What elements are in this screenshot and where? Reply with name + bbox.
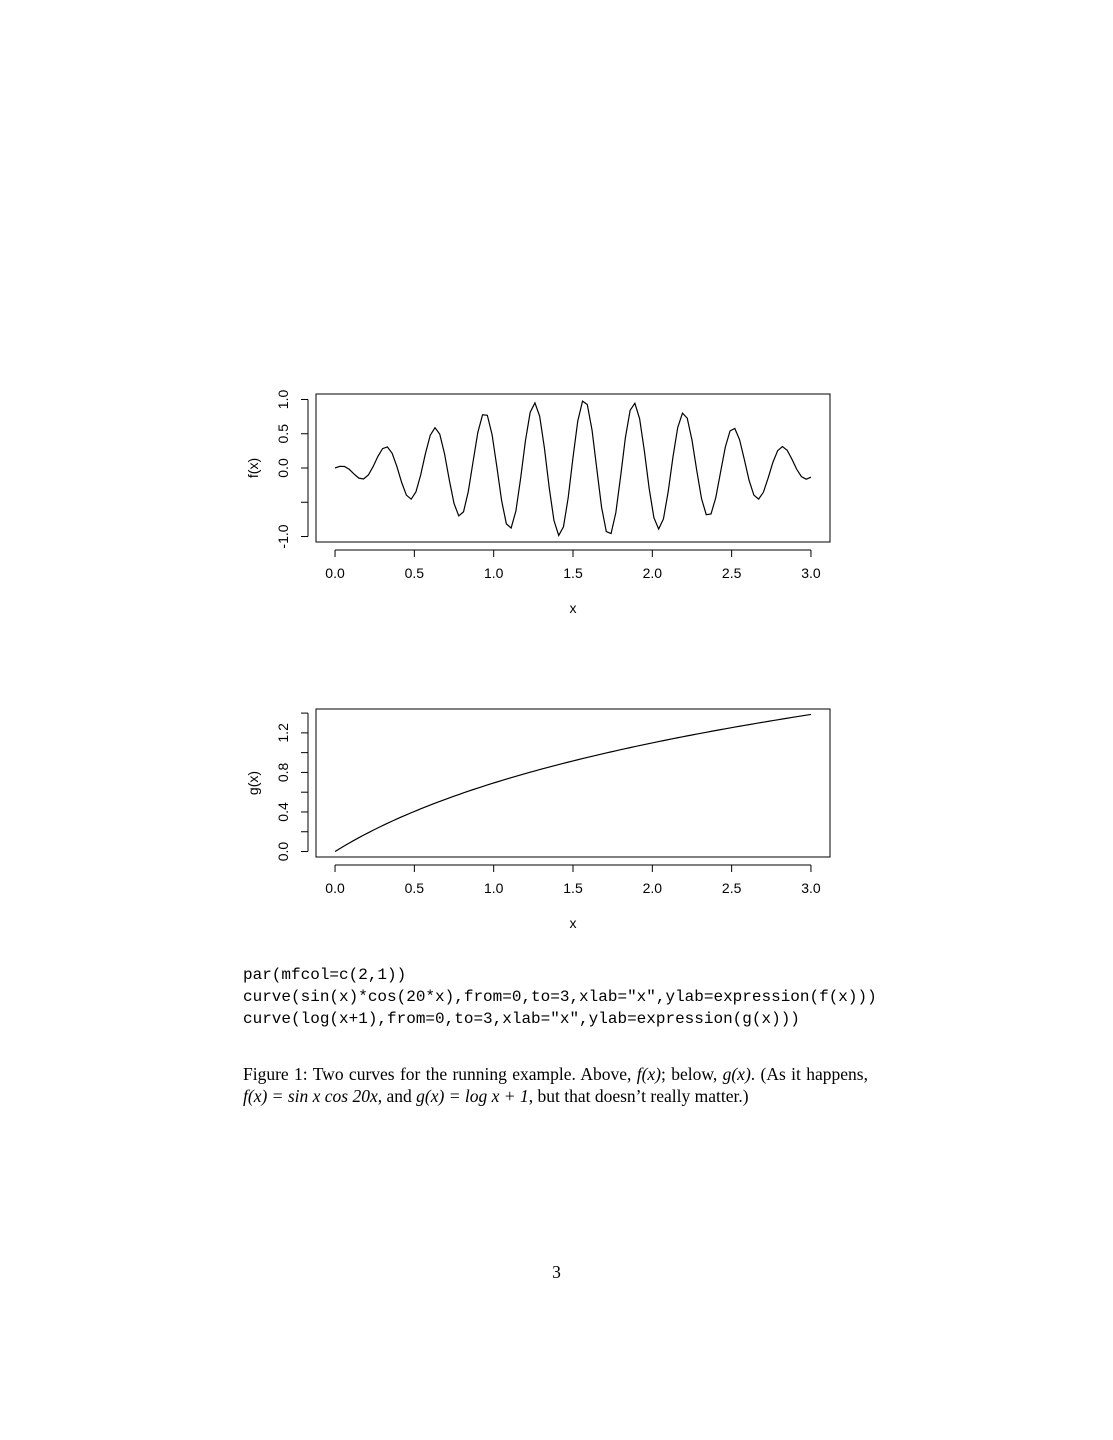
x-tick-label: 2.5 bbox=[721, 565, 742, 581]
y-tick-label: 0.8 bbox=[275, 762, 291, 783]
x-tick-label: 2.0 bbox=[642, 880, 663, 896]
x-tick-label: 0.5 bbox=[404, 880, 425, 896]
chart-g-svg bbox=[240, 695, 850, 935]
caption-text: ; below, bbox=[661, 1064, 723, 1084]
plot-f-of-x bbox=[240, 380, 850, 620]
chart-f-svg bbox=[240, 380, 850, 620]
caption-text: , and bbox=[377, 1086, 417, 1106]
plot-g-of-x bbox=[240, 695, 850, 935]
y-tick-label: 0.4 bbox=[275, 802, 291, 822]
y-axis-label: f(x) bbox=[245, 457, 261, 479]
figure-caption bbox=[243, 1063, 868, 1107]
caption-text: Figure 1: Two curves for the running example. Above, bbox=[243, 1064, 637, 1084]
x-axis-label: x bbox=[569, 600, 577, 616]
x-tick-label: 2.0 bbox=[642, 565, 663, 581]
x-tick-label: 0.0 bbox=[325, 880, 345, 896]
y-tick-label: 0.0 bbox=[275, 841, 291, 862]
code-line: curve(log(x+1),from=0,to=3,xlab="x",ylab=expression(g(x))) bbox=[243, 1010, 800, 1028]
code-block bbox=[243, 964, 877, 1030]
caption-math-fdef: f(x) = sin x cos 20x bbox=[243, 1086, 378, 1106]
caption-text: . (As it happens, bbox=[750, 1064, 868, 1084]
caption-math-gdef: g(x) = log x + 1 bbox=[416, 1086, 529, 1106]
x-tick-label: 0.5 bbox=[404, 565, 425, 581]
caption-text: , but that doesn’t really matter.) bbox=[528, 1086, 749, 1106]
x-axis-label: x bbox=[569, 915, 577, 931]
x-tick-label: 1.5 bbox=[563, 880, 583, 896]
x-tick-label: 0.0 bbox=[325, 565, 345, 581]
x-tick-label: 3.0 bbox=[801, 880, 821, 896]
series-line bbox=[335, 401, 811, 535]
x-tick-label: 1.0 bbox=[483, 880, 504, 896]
x-tick-label: 1.0 bbox=[483, 565, 504, 581]
y-tick-label: 0.5 bbox=[275, 424, 291, 444]
page-number: 3 bbox=[552, 1262, 561, 1282]
code-line: curve(sin(x)*cos(20*x),from=0,to=3,xlab="x",ylab=expression(f(x))) bbox=[243, 988, 877, 1006]
y-tick-label: -1.0 bbox=[275, 524, 291, 549]
plot-frame bbox=[316, 394, 830, 542]
plot-frame bbox=[316, 709, 830, 857]
x-tick-label: 2.5 bbox=[721, 880, 742, 896]
code-line: par(mfcol=c(2,1)) bbox=[243, 966, 407, 984]
y-tick-label: 0.0 bbox=[275, 458, 291, 478]
y-axis-label: g(x) bbox=[245, 770, 261, 796]
series-line bbox=[335, 714, 811, 851]
x-tick-label: 1.5 bbox=[563, 565, 583, 581]
y-tick-label: 1.2 bbox=[275, 723, 291, 743]
caption-math-gx: g(x) bbox=[722, 1064, 751, 1084]
caption-math-fx: f(x) bbox=[636, 1064, 662, 1084]
x-tick-label: 3.0 bbox=[801, 565, 821, 581]
y-tick-label: 1.0 bbox=[275, 389, 291, 410]
